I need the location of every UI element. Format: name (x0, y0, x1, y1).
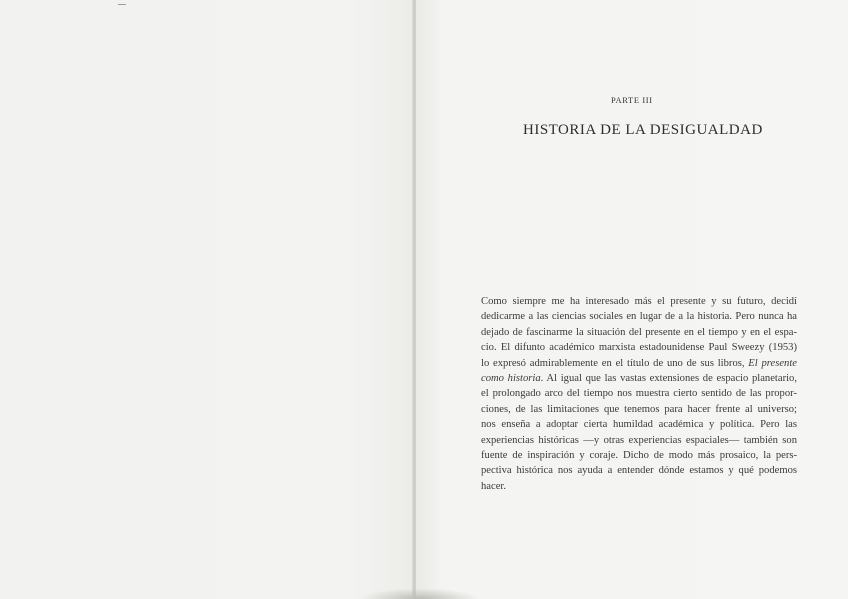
line-text: nos enseña a adoptar cierta humildad académica y política. Pero las (481, 419, 797, 431)
line-text: experiencias históricas —y otras experiencias espaciales— también son (481, 434, 797, 446)
line-text: hacer. (481, 480, 506, 492)
paragraph-line (481, 402, 797, 417)
line-text: pectiva histórica nos ayuda a entender dónde estamos y qué podemos (481, 465, 797, 477)
paragraph-line (481, 463, 797, 478)
part-title: HISTORIA DE LA DESIGUALDAD (523, 122, 763, 138)
line-text: ciones, de las limitaciones que tenemos para hacer frente al universo; (481, 403, 797, 415)
paragraph-line (481, 386, 797, 401)
line-text: dejado de fascinarme la situación del presente en el tiempo y en el espa- (481, 326, 797, 338)
line-text: fuente de inspiración y coraje. Dicho de modo más prosaico, la pers- (481, 449, 797, 461)
line-text: dedicarme a las ciencias sociales en lugar de a la historia. Pero nunca ha (481, 311, 797, 323)
paragraph-line (481, 479, 797, 494)
scan-shadow (360, 588, 480, 599)
line-text: . Al igual que las vastas extensiones de espacio planetario, (540, 372, 797, 384)
line-text: Como siempre me ha interesado más el presente y su futuro, decidí (481, 296, 797, 307)
line-text: cio. El difunto académico marxista estadounidense Paul Sweezy (1953) (481, 342, 797, 354)
paragraph-line (481, 371, 797, 386)
italic-title-text: como historia (481, 372, 541, 384)
paragraph-line (481, 433, 797, 448)
line-text: lo expresó admirablemente en el título de uno de sus libros, (481, 357, 749, 369)
paragraph-line (481, 325, 797, 340)
paragraph-line (481, 356, 797, 371)
paragraph-line (481, 340, 797, 355)
paragraph-line (481, 417, 797, 432)
paragraph-line (481, 309, 797, 324)
part-label: PARTE III (611, 95, 653, 105)
paragraph-line (481, 294, 797, 309)
italic-title-text: El presente (748, 357, 797, 369)
scan-speck (118, 4, 126, 5)
line-text: el prolongado arco del tiempo nos muestra cierto sentido de las propor- (481, 388, 797, 400)
body-paragraph (481, 294, 797, 494)
paragraph-line (481, 448, 797, 463)
left-page (0, 0, 414, 599)
